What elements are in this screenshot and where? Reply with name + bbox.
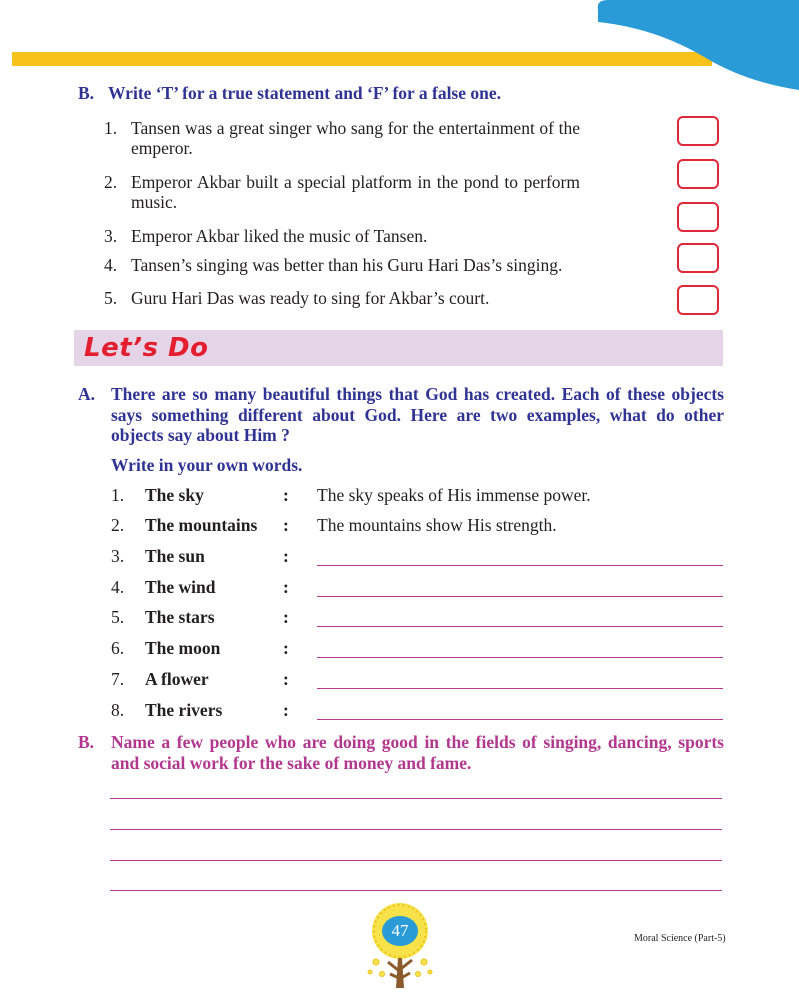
row-colon: :	[283, 700, 289, 720]
writing-line-1[interactable]	[110, 798, 722, 799]
object-row-5	[111, 607, 723, 629]
tf-item-number: 2.	[104, 172, 118, 192]
section-b-heading	[78, 83, 501, 104]
answer-line[interactable]	[317, 596, 723, 597]
row-number: 8.	[111, 700, 125, 720]
tf-item-text: Emperor Akbar liked the music of Tansen.	[131, 226, 428, 246]
section-b2-question	[78, 732, 724, 773]
answer-box-4[interactable]	[677, 243, 719, 273]
lets-do-title: Let’s Do	[84, 333, 209, 363]
tf-item-number: 3.	[104, 226, 118, 246]
page-number: 47	[391, 921, 409, 940]
answer-line[interactable]	[317, 657, 723, 658]
object-row-4	[111, 577, 723, 599]
answer-box-2[interactable]	[677, 159, 719, 189]
answer-line[interactable]	[317, 688, 723, 689]
header-blue-wave	[596, 0, 799, 90]
row-colon: :	[283, 546, 289, 566]
tree-emblem-icon	[360, 900, 440, 995]
row-object: The moon	[145, 638, 221, 658]
object-row-2	[111, 515, 723, 537]
tf-item-1	[104, 118, 580, 158]
object-row-8	[111, 700, 723, 722]
row-number: 4.	[111, 577, 125, 597]
row-number: 2.	[111, 515, 125, 535]
object-row-7	[111, 669, 723, 691]
answer-line[interactable]	[317, 719, 723, 720]
tf-item-5	[104, 288, 580, 308]
writing-line-3[interactable]	[110, 860, 722, 861]
writing-line-2[interactable]	[110, 829, 722, 830]
section-a-text: There are so many beautiful things that God has created. Each of these objects says something different about God. Here are two examples, what do other objects say about Him ?	[111, 384, 724, 445]
answer-line[interactable]	[317, 565, 723, 566]
row-object: The stars	[145, 607, 215, 627]
row-object: The rivers	[145, 700, 223, 720]
book-title: Moral Science (Part-5)	[634, 933, 726, 944]
row-colon: :	[283, 669, 289, 689]
row-answer: The mountains show His strength.	[317, 515, 557, 535]
answer-box-1[interactable]	[677, 116, 719, 146]
row-number: 6.	[111, 638, 125, 658]
tf-item-text: Tansen’s singing was better than his Guru Hari Das’s singing.	[131, 255, 563, 275]
tf-item-text: Guru Hari Das was ready to sing for Akbar’s court.	[131, 288, 490, 308]
section-b-heading-text: Write ‘T’ for a true statement and ‘F’ for a false one.	[108, 83, 502, 103]
answer-line[interactable]	[317, 626, 723, 627]
tf-item-number: 1.	[104, 118, 118, 138]
section-a-instruction: Write in your own words.	[111, 455, 303, 475]
tf-item-4	[104, 255, 580, 275]
section-a-question	[78, 384, 724, 446]
tf-item-2	[104, 172, 580, 212]
tf-item-3	[104, 226, 580, 246]
tf-item-text: Emperor Akbar built a special platform in the pond to perform music.	[131, 172, 580, 212]
section-b2-text: Name a few people who are doing good in the fields of singing, dancing, sports and social work for the sake of money and fame.	[111, 732, 724, 773]
section-b-letter: B.	[78, 83, 95, 103]
row-object: The mountains	[145, 515, 258, 535]
row-answer: The sky speaks of His immense power.	[317, 485, 591, 505]
row-object: A flower	[145, 669, 209, 689]
row-number: 1.	[111, 485, 125, 505]
tf-item-number: 5.	[104, 288, 118, 308]
tf-item-text: Tansen was a great singer who sang for the entertainment of the emperor.	[131, 118, 580, 158]
section-b2-letter: B.	[78, 732, 95, 752]
row-object: The wind	[145, 577, 216, 597]
row-object: The sky	[145, 485, 204, 505]
row-colon: :	[283, 485, 289, 505]
answer-box-5[interactable]	[677, 285, 719, 315]
row-number: 3.	[111, 546, 125, 566]
tf-item-number: 4.	[104, 255, 118, 275]
row-colon: :	[283, 515, 289, 535]
row-number: 7.	[111, 669, 125, 689]
answer-box-3[interactable]	[677, 202, 719, 232]
row-colon: :	[283, 607, 289, 627]
writing-line-4[interactable]	[110, 890, 722, 891]
object-row-3	[111, 546, 723, 568]
row-number: 5.	[111, 607, 125, 627]
row-colon: :	[283, 577, 289, 597]
object-row-1	[111, 485, 723, 507]
row-object: The sun	[145, 546, 205, 566]
section-a-letter: A.	[78, 384, 96, 404]
row-colon: :	[283, 638, 289, 658]
object-row-6	[111, 638, 723, 660]
